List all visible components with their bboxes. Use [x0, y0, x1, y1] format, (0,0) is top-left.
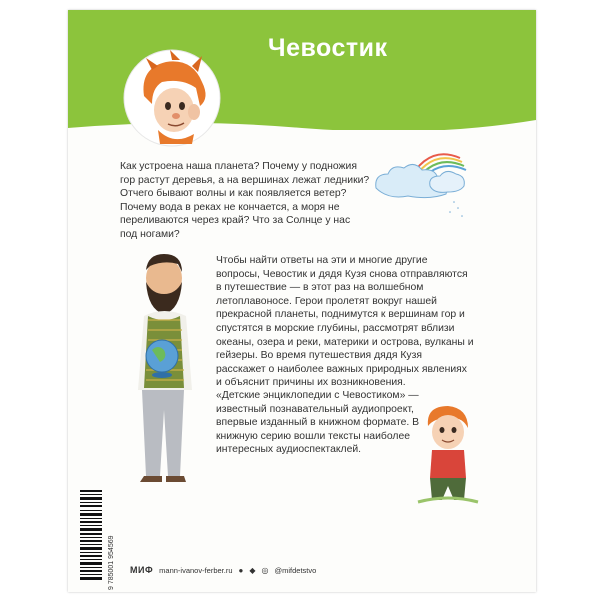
instagram-icon[interactable]: ◎: [261, 565, 269, 575]
series-paragraph: «Детские энциклопедии с Чевостиком» — известный познавательный аудиопроект, впервые изданный в книжном формате. В книжную серию вошли тексты наиболее интересных аудиоспектаклей.: [216, 390, 420, 456]
website-link[interactable]: mann-ivanov-ferber.ru: [159, 565, 233, 575]
social-handle[interactable]: @mifdetstvo: [274, 565, 317, 575]
chevostik-standing-illustration: [408, 402, 488, 510]
chevostik-portrait: [122, 48, 222, 148]
uncle-kuzya-illustration: [112, 250, 212, 482]
vk-icon[interactable]: ◆: [249, 565, 256, 575]
publisher-logo: МИФ: [130, 565, 154, 575]
page-title: Чевостик: [268, 34, 388, 62]
facebook-icon[interactable]: ●: [238, 565, 244, 575]
isbn-number: 9 785001 954569: [108, 535, 115, 590]
story-paragraph: Чтобы найти ответы на эти и многие другие вопросы, Чевостик и дядя Кузя снова отправляются в путешествие — в этот раз на волшебном летоплавоносе. Герои пролетят вокруг нашей прекрасной планеты, поднимутся к вершинам гор и спустятся в морские глубины, рассмотрят вблизи океаны, озера и реки, материки и острова, вулканы и гейзеры. Во время путешествия дядя Кузя расскажет о наиболее важных природных явлениях и объяснит причины их возникновения.: [216, 255, 474, 389]
back-cover: [68, 10, 536, 592]
cloud-rainbow-illustration: [368, 142, 468, 222]
footer: [130, 565, 316, 575]
intro-paragraph: Как устроена наша планета? Почему у подножия гор растут деревья, а на вершинах лежат ледники? Отчего бывают волны и как появляется ветер? Почему вода в реках не кончается, а моря не переливаются через край? Что за Солнце у нас под ногами?: [120, 161, 370, 240]
